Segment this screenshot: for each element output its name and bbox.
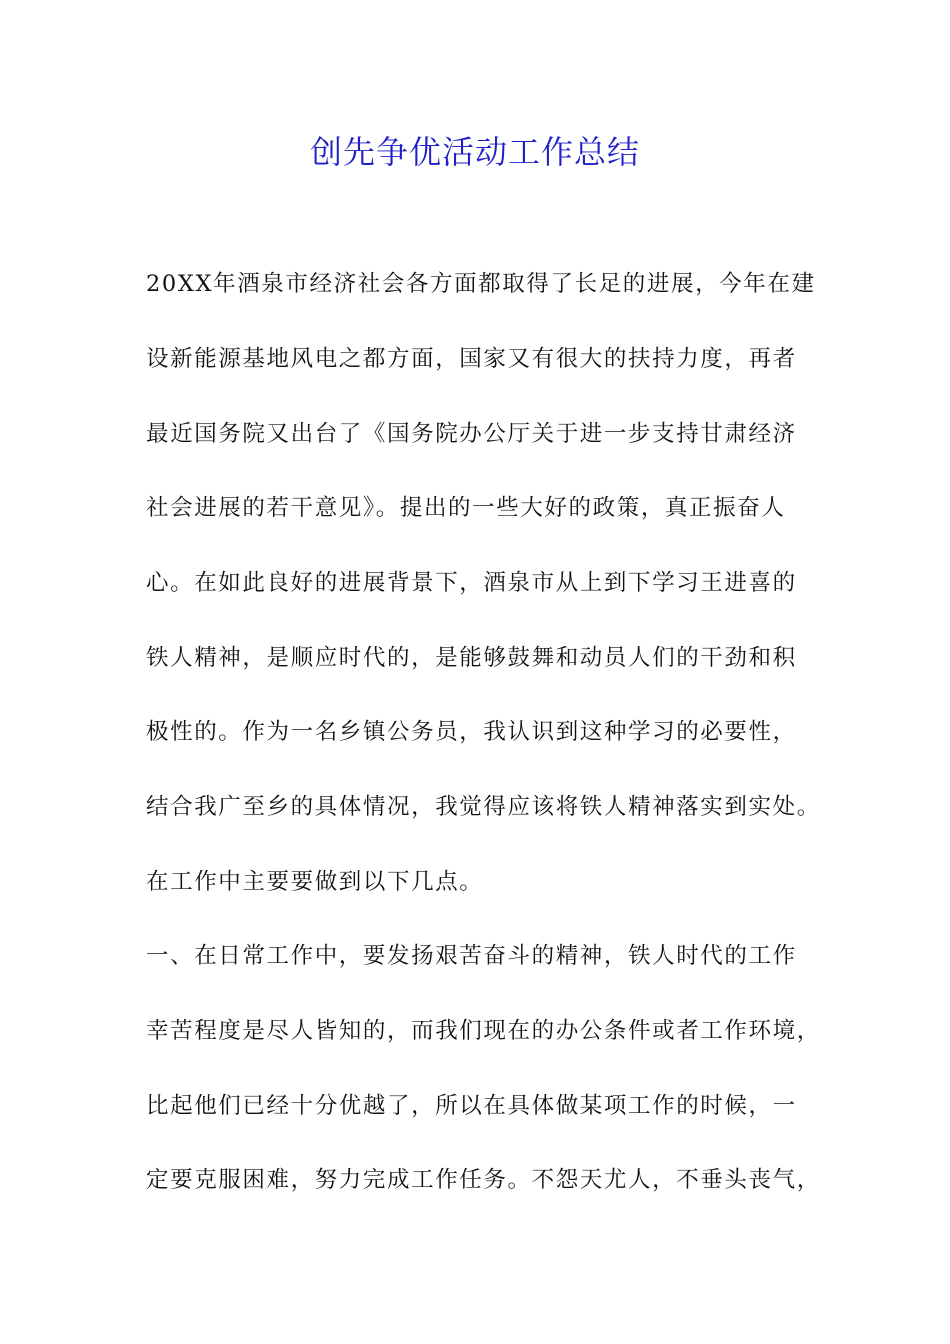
body-text-line: 最近国务院又出台了《国务院办公厅关于进一步支持甘肃经济 (146, 421, 797, 447)
body-text-line: 铁人精神，是顺应时代的，是能够鼓舞和动员人们的干劲和积 (146, 645, 797, 671)
body-text-line: 心。在如此良好的进展背景下，酒泉市从上到下学习王进喜的 (146, 570, 797, 596)
body-text-line: 20XX年酒泉市经济社会各方面都取得了长足的进展，今年在建 (146, 271, 816, 297)
body-text-line: 一、在日常工作中，要发扬艰苦奋斗的精神，铁人时代的工作 (146, 943, 797, 969)
document-title: 创先争优活动工作总结 (309, 133, 640, 171)
body-text-line: 设新能源基地风电之都方面，国家又有很大的扶持力度，再者 (146, 346, 797, 372)
body-text-line: 在工作中主要要做到以下几点。 (146, 869, 484, 895)
body-text-line: 幸苦程度是尽人皆知的，而我们现在的办公条件或者工作环境， (146, 1018, 821, 1044)
body-text-line: 结合我广至乡的具体情况，我觉得应该将铁人精神落实到实处。 (146, 794, 821, 820)
body-text-line: 极性的。作为一名乡镇公务员，我认识到这种学习的必要性， (146, 719, 797, 745)
body-text-line: 定要克服困难，努力完成工作任务。不怨天尤人，不垂头丧气， (146, 1167, 821, 1193)
body-text-line: 社会进展的若干意见》。提出的一些大好的政策，真正振奋人 (146, 495, 786, 521)
body-text-line: 比起他们已经十分优越了，所以在具体做某项工作的时候，一 (146, 1093, 797, 1119)
